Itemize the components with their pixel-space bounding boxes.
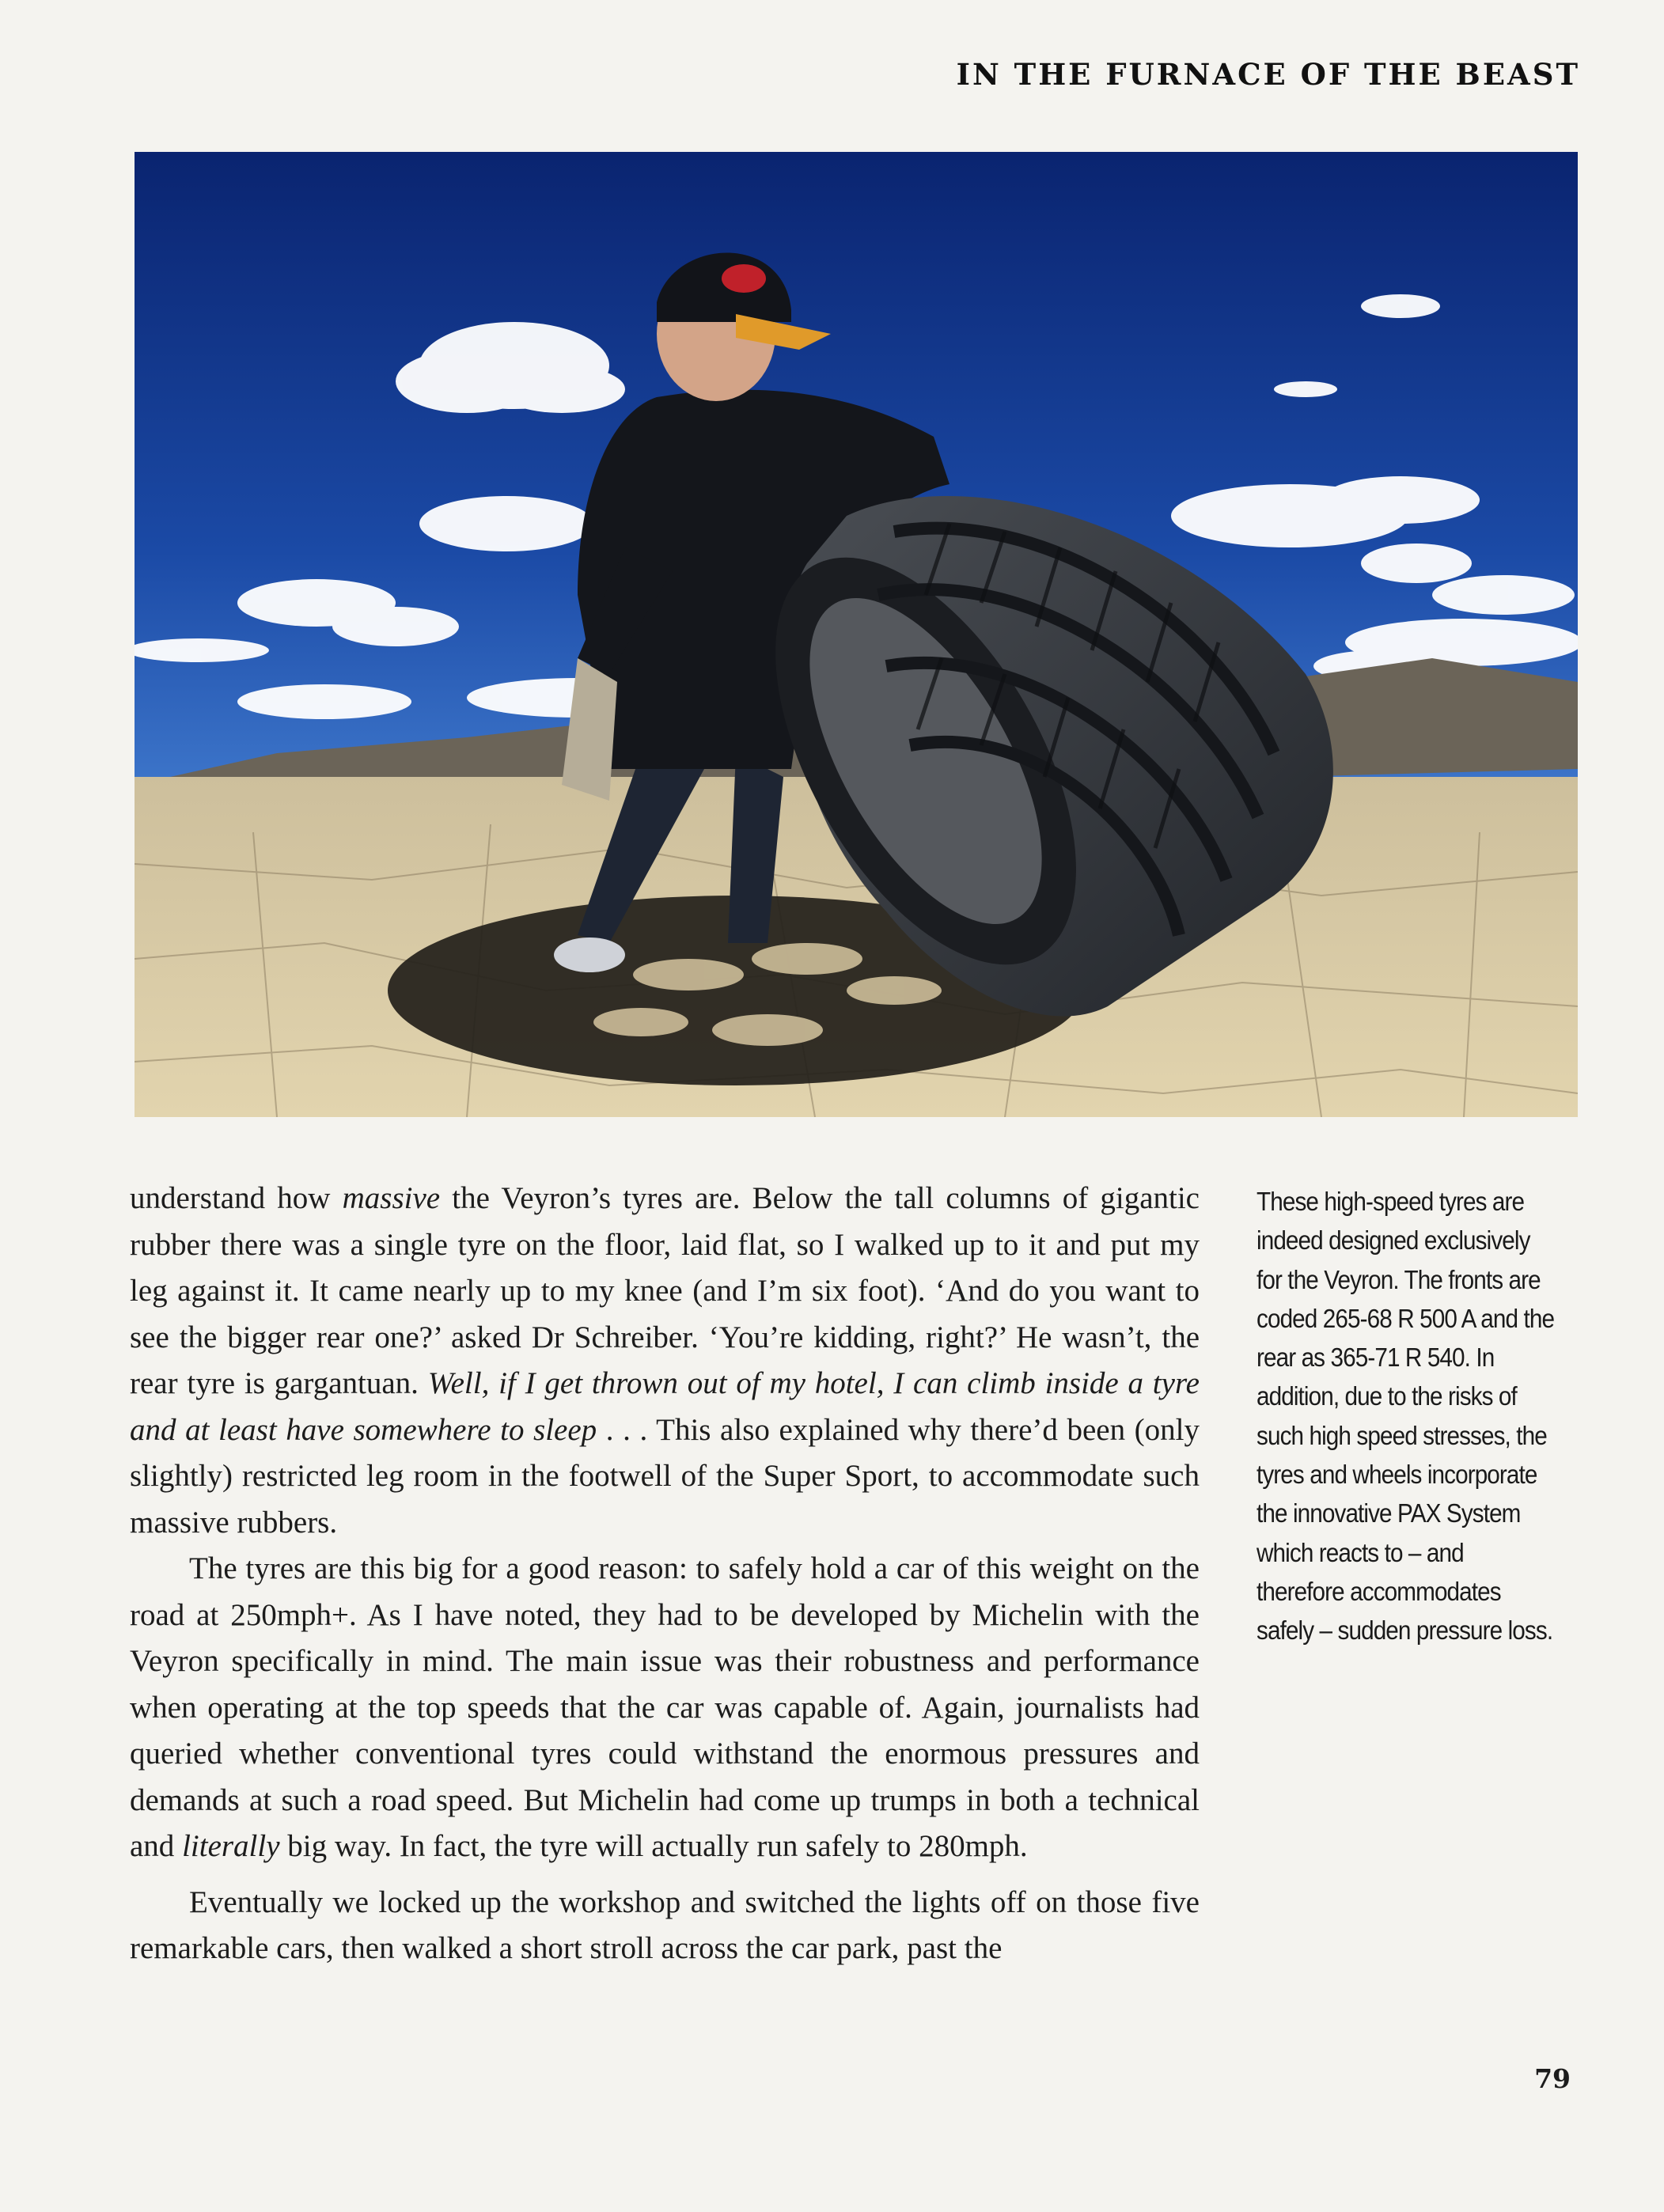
- body-text-run: understand how: [130, 1181, 343, 1215]
- italic-text: Well, if I get thrown out of my hotel, I can climb inside a tyre and at least have somewhere to sleep: [130, 1366, 1200, 1447]
- page-number: 79: [1534, 2063, 1571, 2094]
- body-paragraph: [130, 1176, 1200, 1546]
- italic-text: literally: [182, 1829, 280, 1863]
- body-text-run: the Veyron’s tyres are. Below the tall columns of gigantic rubber there was a single tyre on the floor, laid flat, so I walked up to it and put my leg against it. It came nearly up to my knee (and I’m six foot). ‘And do you want to see the bigger rear one?’ asked Dr Schreiber. ‘You’re kidding, right?’ He wasn’t, the rear tyre is gargantuan.: [130, 1181, 1200, 1400]
- body-paragraph: [130, 1546, 1200, 1870]
- body-text-run: The tyres are this big for a good reason: to safely hold a car of this weight on the road at 250mph+. As I have noted, they had to be developed by Michelin with the Veyron specifically in mind. The main issue was their robustness and performance when operating at the top speeds that the car was capable of. Again, journalists had queried whether conventional tyres could withstand the enormous pressures and demands at such a road speed. But Michelin had come up trumps in both a technical and: [130, 1551, 1200, 1863]
- tyre-photo-illustration: [135, 152, 1578, 1117]
- article-body: [130, 1176, 1200, 1972]
- body-text-run: big way. In fact, the tyre will actually run safely to 280mph.: [279, 1829, 1028, 1863]
- running-head: IN THE FURNACE OF THE BEAST: [956, 57, 1580, 92]
- tyre-photo: [135, 152, 1578, 1117]
- photo-caption: These high-speed tyres are indeed designed exclusively for the Veyron. The fronts are coded 265-68 R 500 A and the rear as 365-71 R 540. In addition, due to the risks of such high speed stresses, the tyres and wheels incorporate the innovative PAX System which reacts to – and therefore accommodates safely – sudden pressure loss.: [1257, 1187, 1555, 1646]
- body-text-run: Eventually we locked up the workshop and switched the lights off on those five remarkable cars, then walked a short stroll across the car park, past the: [130, 1884, 1200, 1965]
- body-text-run: . . . This also explained why there’d been (only slightly) restricted leg room in the footwell of the Super Sport, to accommodate such massive rubbers.: [130, 1412, 1200, 1540]
- body-paragraph: [130, 1880, 1200, 1972]
- italic-text: massive: [342, 1181, 441, 1215]
